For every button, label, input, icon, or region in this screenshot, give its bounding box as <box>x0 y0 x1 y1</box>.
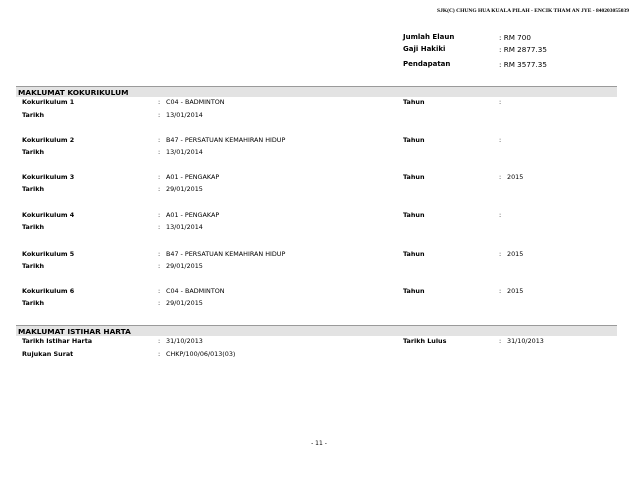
kokurikulum-row <box>22 136 622 146</box>
tarikh-istihar-label: Tarikh Istihar Harta <box>22 337 93 345</box>
tahun-label: Tahun <box>403 287 425 295</box>
tarikh-row <box>22 111 622 121</box>
tarikh-value: 13/01/2014 <box>166 223 203 231</box>
page-header: SJK(C) CHUNG HUA KUALA PILAH - ENCIK THAM AN JYE - 840203055039 <box>437 8 629 14</box>
field-value: B47 - PERSATUAN KEMAHIRAN HIDUP <box>166 250 286 258</box>
tarikh-row <box>22 299 622 309</box>
rujukan-surat-value: CHKP/100/06/013(03) <box>166 350 236 358</box>
summary-label: Jumlah Elaun <box>403 33 455 41</box>
tarikh-label: Tarikh <box>22 299 44 307</box>
colon: : <box>499 287 502 295</box>
field-label: Kokurikulum 1 <box>22 98 75 106</box>
tarikh-label: Tarikh <box>22 223 44 231</box>
colon: : <box>158 185 161 193</box>
tarikh-value: 29/01/2015 <box>166 299 203 307</box>
field-value: C04 - BADMINTON <box>166 287 225 295</box>
field-value: A01 - PENGAKAP <box>166 173 220 181</box>
tahun-value: 2015 <box>507 250 524 258</box>
field-label: Kokurikulum 4 <box>22 211 75 219</box>
colon: : <box>158 250 161 258</box>
tarikh-label: Tarikh <box>22 262 44 270</box>
istihar-harta-row <box>22 337 622 347</box>
field-value: B47 - PERSATUAN KEMAHIRAN HIDUP <box>166 136 286 144</box>
tarikh-value: 29/01/2015 <box>166 185 203 193</box>
field-label: Kokurikulum 5 <box>22 250 75 258</box>
summary-value: : RM 700 <box>499 33 531 42</box>
colon: : <box>158 350 161 358</box>
tahun-label: Tahun <box>403 136 425 144</box>
summary-value: : RM 3577.35 <box>499 60 547 69</box>
kokurikulum-row <box>22 287 622 297</box>
kokurikulum-row <box>22 250 622 260</box>
field-label: Kokurikulum 2 <box>22 136 75 144</box>
tarikh-row <box>22 262 622 272</box>
colon: : <box>499 136 502 144</box>
field-value: C04 - BADMINTON <box>166 98 225 106</box>
colon: : <box>499 337 502 345</box>
tahun-value: 2015 <box>507 287 524 295</box>
kokurikulum-row <box>22 98 622 108</box>
rujukan-surat-label: Rujukan Surat <box>22 350 74 358</box>
tahun-label: Tahun <box>403 98 425 106</box>
tarikh-value: 13/01/2014 <box>166 148 203 156</box>
colon: : <box>499 98 502 106</box>
tahun-label: Tahun <box>403 211 425 219</box>
summary-value: : RM 2877.35 <box>499 45 547 54</box>
colon: : <box>158 111 161 119</box>
kokurikulum-row <box>22 173 622 183</box>
field-value: A01 - PENGAKAP <box>166 211 220 219</box>
tarikh-lulus-label: Tarikh Lulus <box>403 337 447 345</box>
tarikh-lulus-value: 31/10/2013 <box>507 337 544 345</box>
tarikh-istihar-value: 31/10/2013 <box>166 337 203 345</box>
tahun-value: 2015 <box>507 173 524 181</box>
tarikh-value: 29/01/2015 <box>166 262 203 270</box>
colon: : <box>158 148 161 156</box>
tahun-label: Tahun <box>403 173 425 181</box>
colon: : <box>158 299 161 307</box>
tarikh-value: 13/01/2014 <box>166 111 203 119</box>
colon: : <box>499 211 502 219</box>
tarikh-row <box>22 148 622 158</box>
summary-label: Gaji Hakiki <box>403 45 446 53</box>
section-title-istihar-harta: MAKLUMAT ISTIHAR HARTA <box>16 325 617 336</box>
colon: : <box>158 223 161 231</box>
colon: : <box>158 262 161 270</box>
kokurikulum-row <box>22 211 622 221</box>
colon: : <box>499 173 502 181</box>
field-label: Kokurikulum 6 <box>22 287 75 295</box>
tarikh-label: Tarikh <box>22 111 44 119</box>
summary-label: Pendapatan <box>403 60 451 68</box>
colon: : <box>158 136 161 144</box>
tarikh-label: Tarikh <box>22 148 44 156</box>
tarikh-row <box>22 223 622 233</box>
rujukan-surat-row <box>22 350 622 360</box>
tahun-label: Tahun <box>403 250 425 258</box>
colon: : <box>499 250 502 258</box>
colon: : <box>158 211 161 219</box>
section-title-kokurikulum: MAKLUMAT KOKURIKULUM <box>16 86 617 97</box>
tarikh-label: Tarikh <box>22 185 44 193</box>
field-label: Kokurikulum 3 <box>22 173 75 181</box>
page-number: - 11 - <box>311 440 327 447</box>
colon: : <box>158 287 161 295</box>
colon: : <box>158 98 161 106</box>
colon: : <box>158 337 161 345</box>
colon: : <box>158 173 161 181</box>
tarikh-row <box>22 185 622 195</box>
